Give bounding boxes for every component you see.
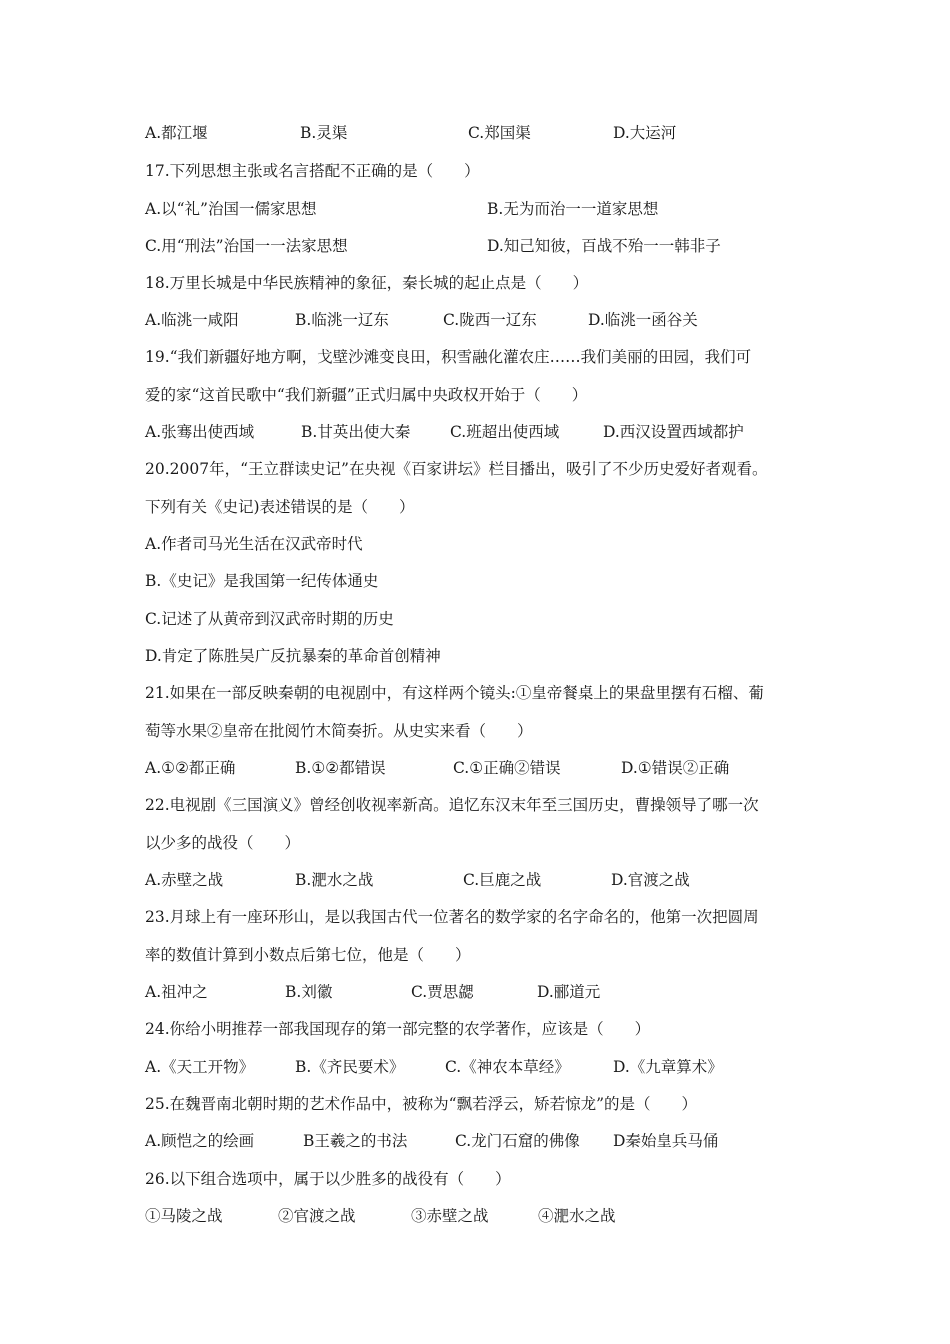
- answer-option: B.《齐民要术》: [295, 1058, 405, 1076]
- answer-option: A.以“礼”治国一儒家思想: [145, 200, 317, 218]
- answer-option: A.①②都正确: [145, 759, 236, 777]
- answer-option: B王羲之的书法: [303, 1132, 408, 1150]
- answer-option: C.①正确②错误: [453, 759, 561, 777]
- question-text: 19.“我们新疆好地方啊，戈壁沙滩变良田，积雪融化灌农庄……我们美丽的田园，我们可: [145, 348, 752, 366]
- answer-option: ②官渡之战: [278, 1207, 356, 1225]
- question-text: 下列有关《史记)表述错误的是（ ）: [145, 498, 415, 516]
- answer-option: D.大运河: [613, 124, 677, 142]
- question-text: 23.月球上有一座环形山，是以我国古代一位著名的数学家的名字命名的，他第一次把圆周: [145, 908, 759, 926]
- answer-option: C.巨鹿之战: [463, 871, 542, 889]
- answer-option: D.西汉设置西域都护: [603, 423, 744, 441]
- answer-option: B.刘徽: [285, 983, 333, 1001]
- question-text: 17.下列思想主张或名言搭配不正确的是（ ）: [145, 162, 480, 180]
- question-text: 25.在魏晋南北朝时期的艺术作品中，被称为“飘若浮云，矫若惊龙”的是（ ）: [145, 1095, 698, 1113]
- answer-option: C.龙门石窟的佛像: [455, 1132, 580, 1150]
- answer-option: B.灵渠: [300, 124, 348, 142]
- answer-option: A.祖冲之: [145, 983, 208, 1001]
- answer-option: D.《九章算术》: [613, 1058, 723, 1076]
- answer-option: B.无为而治一一道家思想: [487, 200, 659, 218]
- question-text: 26.以下组合选项中，属于以少胜多的战役有（ ）: [145, 1170, 511, 1188]
- answer-option: A.《天工开物》: [145, 1058, 255, 1076]
- answer-option: C.用“刑法”治国一一法家思想: [145, 237, 348, 255]
- answer-option: D.临洮一函谷关: [588, 311, 698, 329]
- answer-option: A.张骞出使西域: [145, 423, 255, 441]
- answer-option: C.《神农本草经》: [445, 1058, 570, 1076]
- question-text: 率的数值计算到小数点后第七位，他是（ ）: [145, 946, 471, 964]
- answer-option: A.都江堰: [145, 124, 208, 142]
- question-text: B.《史记》是我国第一纪传体通史: [145, 572, 379, 590]
- answer-option: A.赤壁之战: [145, 871, 224, 889]
- answer-option: B.淝水之战: [295, 871, 374, 889]
- answer-option: D.郦道元: [537, 983, 601, 1001]
- question-text: 18.万里长城是中华民族精神的象征，秦长城的起止点是（ ）: [145, 274, 589, 292]
- question-text: D.肯定了陈胜吴广反抗暴秦的革命首创精神: [145, 647, 441, 665]
- answer-option: ①马陵之战: [145, 1207, 223, 1225]
- answer-option: C.郑国渠: [468, 124, 531, 142]
- answer-option: A.临洮一咸阳: [145, 311, 239, 329]
- question-text: A.作者司马光生活在汉武帝时代: [145, 535, 363, 553]
- answer-option: A.顾恺之的绘画: [145, 1132, 255, 1150]
- answer-option: D.知己知彼，百战不殆一一韩非子: [487, 237, 721, 255]
- question-text: 24.你给小明推荐一部我国现存的第一部完整的农学著作，应该是（ ）: [145, 1020, 651, 1038]
- question-text: 以少多的战役（ ）: [145, 834, 301, 852]
- answer-option: ③赤壁之战: [411, 1207, 489, 1225]
- question-text: 22.电视剧《三国演义》曾经创收视率新高。追忆东汉末年至三国历史，曹操领导了哪一次: [145, 796, 759, 814]
- answer-option: C.班超出使西域: [450, 423, 560, 441]
- answer-option: B.①②都错误: [295, 759, 386, 777]
- answer-option: C.贾思勰: [411, 983, 474, 1001]
- question-text: C.记述了从黄帝到汉武帝时期的历史: [145, 610, 394, 628]
- question-text: 21.如果在一部反映秦朝的电视剧中，有这样两个镜头:①皇帝餐桌上的果盘里摆有石榴、葡: [145, 684, 764, 702]
- answer-option: C.陇西一辽东: [443, 311, 537, 329]
- answer-option: ④淝水之战: [538, 1207, 616, 1225]
- answer-option: B.临洮一辽东: [295, 311, 389, 329]
- answer-option: D.官渡之战: [611, 871, 690, 889]
- question-text: 萄等水果②皇帝在批阅竹木简奏折。从史实来看（ ）: [145, 722, 533, 740]
- answer-option: D秦始皇兵马俑: [613, 1132, 719, 1150]
- answer-option: B.甘英出使大秦: [301, 423, 411, 441]
- answer-option: D.①错误②正确: [621, 759, 730, 777]
- question-text: 爱的家“这首民歌中“我们新疆”正式归属中央政权开始于（ ）: [145, 386, 588, 404]
- question-text: 20.2007年，“王立群读史记”在央视《百家讲坛》栏目播出，吸引了不少历史爱好者观看。: [145, 460, 768, 478]
